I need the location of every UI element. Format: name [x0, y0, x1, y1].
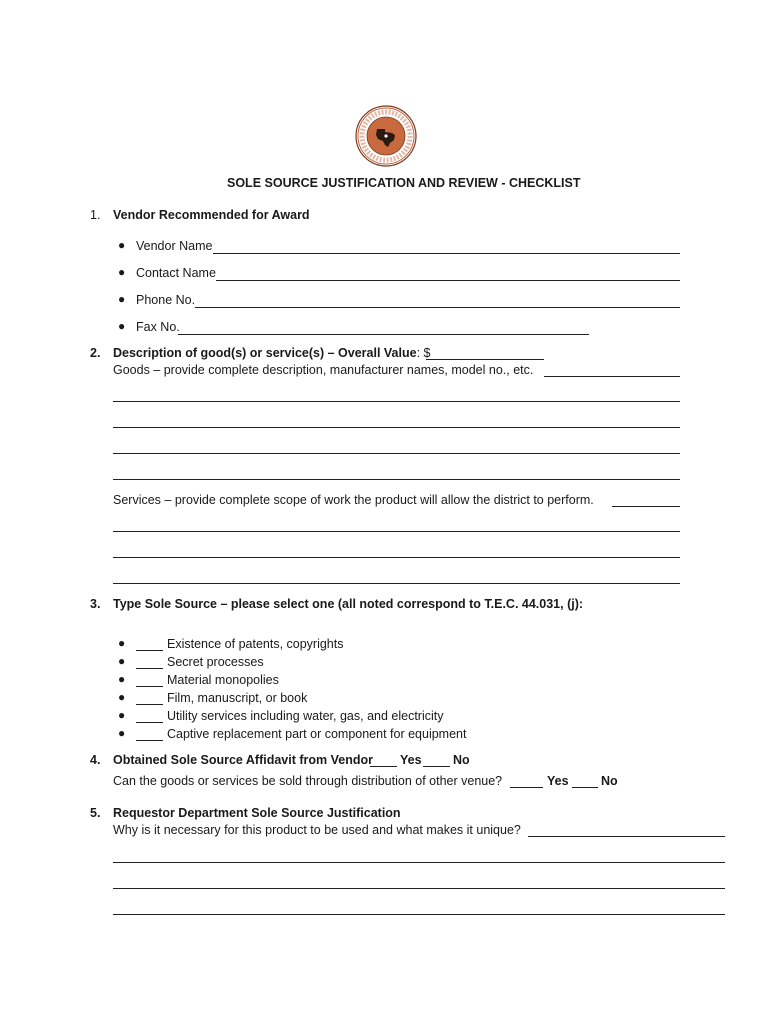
affidavit-yes-label: Yes [400, 753, 422, 767]
page-title: SOLE SOURCE JUSTIFICATION AND REVIEW - CHECKLIST [227, 176, 581, 190]
section-3-heading: Type Sole Source – please select one (all noted correspond to T.E.C. 44.031, (j): [113, 597, 584, 611]
option-blank[interactable] [136, 722, 163, 723]
section-2-number: 2. [90, 346, 101, 360]
services-instruction: Services – provide complete scope of work the product will allow the district to perform. [113, 493, 594, 507]
option-utility: Utility services including water, gas, and electricity [167, 709, 444, 723]
contact-name-label: Contact Name [136, 266, 216, 280]
distribution-yes-label: Yes [547, 774, 569, 788]
bullet-icon: ● [118, 319, 126, 333]
option-blank[interactable] [136, 650, 163, 651]
section-2-heading-row [113, 346, 430, 360]
phone-field[interactable] [195, 307, 680, 308]
justification-field[interactable] [528, 836, 725, 837]
services-line[interactable] [113, 531, 680, 532]
goods-line[interactable] [113, 401, 680, 402]
vendor-name-field[interactable] [213, 253, 680, 254]
section-3-number: 3. [90, 597, 101, 611]
distribution-yes-blank[interactable] [510, 787, 543, 788]
option-blank[interactable] [136, 668, 163, 669]
district-seal-icon [355, 105, 417, 167]
bullet-icon: ● [118, 238, 126, 252]
overall-value-field[interactable] [426, 359, 544, 360]
affidavit-no-label: No [453, 753, 470, 767]
contact-name-field[interactable] [216, 280, 680, 281]
option-monopolies: Material monopolies [167, 673, 279, 687]
goods-line[interactable] [113, 453, 680, 454]
bullet-icon: ● [118, 690, 126, 704]
section-4-number: 4. [90, 753, 101, 767]
section-2-heading: Description of good(s) or service(s) – Overall Value [113, 346, 417, 360]
section-5-heading: Requestor Department Sole Source Justification [113, 806, 401, 820]
option-blank[interactable] [136, 704, 163, 705]
justification-line[interactable] [113, 862, 725, 863]
justification-question: Why is it necessary for this product to be used and what makes it unique? [113, 823, 521, 837]
bullet-icon: ● [118, 292, 126, 306]
bullet-icon: ● [118, 708, 126, 722]
services-line[interactable] [113, 557, 680, 558]
goods-line[interactable] [113, 427, 680, 428]
overall-value-prefix: : $ [416, 346, 431, 360]
bullet-icon: ● [118, 654, 126, 668]
justification-line[interactable] [113, 914, 725, 915]
services-line[interactable] [113, 583, 680, 584]
bullet-icon: ● [118, 636, 126, 650]
affidavit-yes-blank[interactable] [370, 766, 397, 767]
bullet-icon: ● [118, 265, 126, 279]
vendor-name-label: Vendor Name [136, 239, 213, 253]
bullet-icon: ● [118, 726, 126, 740]
section-1-number: 1. [90, 208, 101, 222]
justification-line[interactable] [113, 888, 725, 889]
bullet-icon: ● [118, 672, 126, 686]
section-5-number: 5. [90, 806, 101, 820]
phone-label: Phone No. [136, 293, 196, 307]
goods-field[interactable] [544, 376, 680, 377]
affidavit-no-blank[interactable] [423, 766, 450, 767]
services-field[interactable] [612, 506, 680, 507]
distribution-question: Can the goods or services be sold through distribution of other venue? [113, 774, 503, 788]
option-blank[interactable] [136, 740, 163, 741]
option-captive: Captive replacement part or component for equipment [167, 727, 467, 741]
section-1-heading: Vendor Recommended for Award [113, 208, 310, 222]
fax-field[interactable] [178, 334, 589, 335]
option-film: Film, manuscript, or book [167, 691, 308, 705]
distribution-no-label: No [601, 774, 618, 788]
fax-label: Fax No. [136, 320, 180, 334]
goods-line[interactable] [113, 479, 680, 480]
section-4-heading: Obtained Sole Source Affidavit from Vendor [113, 753, 373, 767]
option-secret: Secret processes [167, 655, 264, 669]
goods-instruction: Goods – provide complete description, manufacturer names, model no., etc. [113, 363, 534, 377]
option-patents: Existence of patents, copyrights [167, 637, 344, 651]
option-blank[interactable] [136, 686, 163, 687]
distribution-no-blank[interactable] [572, 787, 598, 788]
